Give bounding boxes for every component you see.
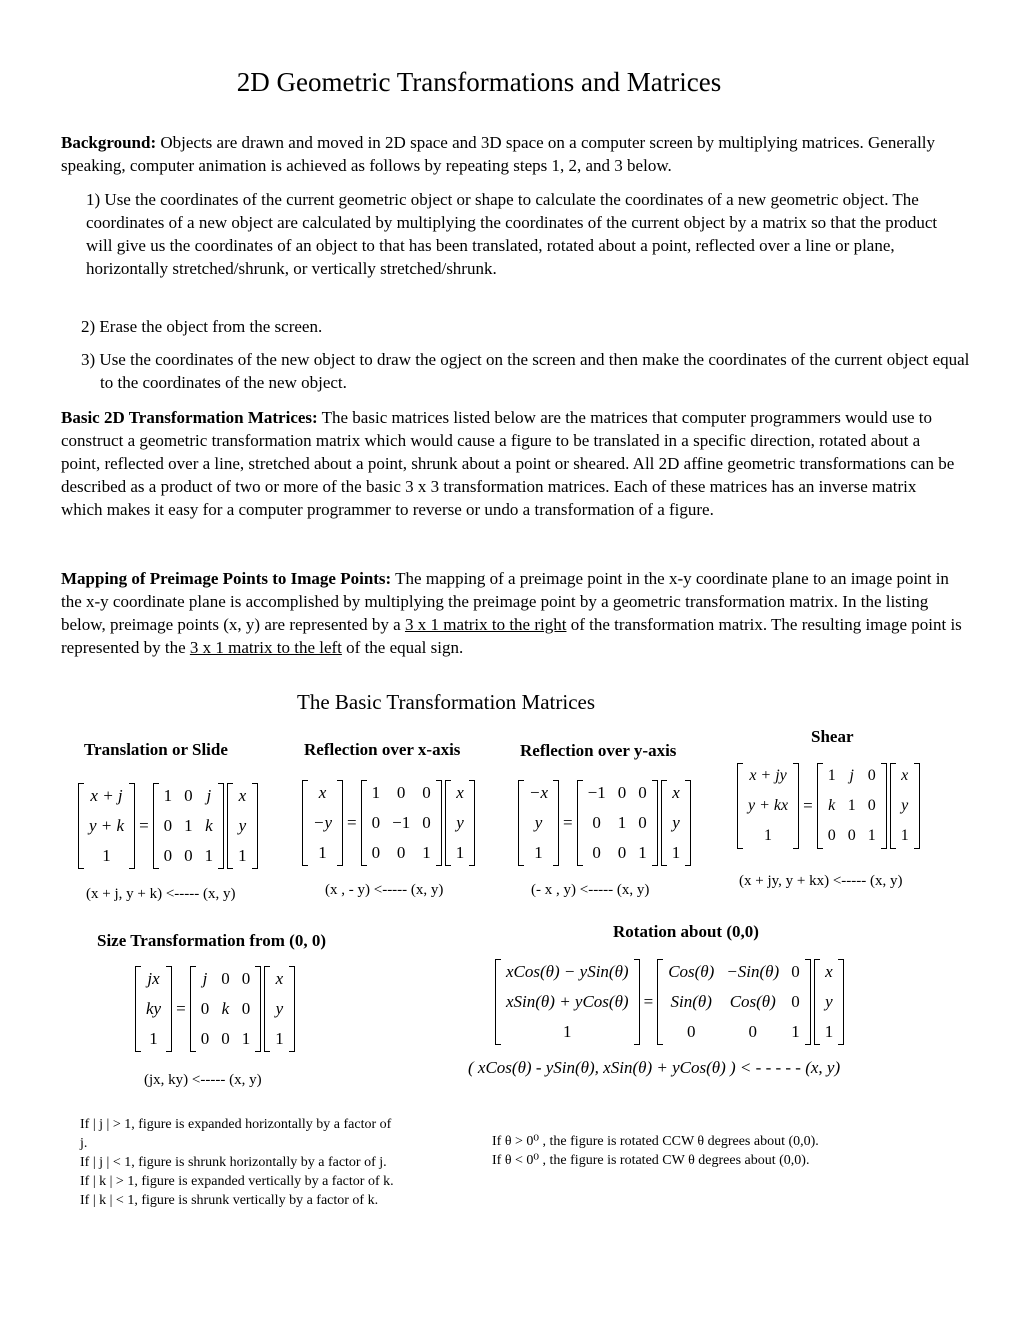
background-label: Background: xyxy=(61,133,157,152)
cell: 1 xyxy=(671,843,681,862)
cell: 0 xyxy=(827,827,836,844)
cell: 1 xyxy=(241,1029,251,1048)
transform-matrix xyxy=(817,763,887,849)
step-3: 3) Use the coordinates of the new object to draw the ogject on the screen and then make the coordinates of the current object equal to the coordinates of the new object. xyxy=(81,350,970,392)
cell: y xyxy=(534,813,543,832)
cell: 0 xyxy=(592,813,601,832)
cell: y xyxy=(456,813,464,832)
cell: j xyxy=(849,767,854,784)
cell: 0 xyxy=(638,813,647,832)
cell: 1 xyxy=(791,1022,800,1041)
transform-matrix xyxy=(657,959,811,1045)
cell: −y xyxy=(313,813,333,832)
cell: 1 xyxy=(900,827,909,844)
cell: y + k xyxy=(89,816,125,835)
mapping-text-2: of the transformation matrix. The resulting image point is represented by the xyxy=(61,615,962,657)
cell: −x xyxy=(529,783,549,802)
result-matrix xyxy=(78,783,135,869)
basic-text: The basic matrices listed below are the matrices that computer programmers would use to construct a geometric transformation matrix which would cause a figure to be translated in a specific direction, rotated about a point, reflected over a line, stretched about a point, shrunk about a point or sheared. All 2D affine geometric transformations can be described as a product of two or more of the basic 3 x 3 transformation matrices. Each of these matrices has an inverse matrix which makes it easy for a computer programmer to reverse or undo a transformation of a figure. xyxy=(61,408,955,519)
equals-sign: = xyxy=(643,992,654,1011)
basic-matrices-paragraph xyxy=(61,406,961,521)
cell: 0 xyxy=(791,992,800,1011)
translation-heading: Translation or Slide xyxy=(84,740,228,759)
cell: 0 xyxy=(396,783,406,802)
cell: j xyxy=(206,786,212,805)
transform-matrix xyxy=(190,966,262,1052)
cell: 0 xyxy=(200,999,210,1018)
shear-equation xyxy=(737,763,920,849)
cell: 0 xyxy=(867,797,876,814)
cell: 0 xyxy=(184,786,193,805)
cell: −1 xyxy=(392,813,411,832)
cell: 1 xyxy=(563,1022,572,1041)
point-matrix xyxy=(445,780,476,866)
cell: x + jy xyxy=(749,767,787,784)
cell: k xyxy=(205,816,213,835)
cell: k xyxy=(828,797,836,814)
cell: y xyxy=(825,992,833,1011)
point-matrix xyxy=(264,966,295,1052)
size-note-2: If | j | < 1, figure is shrunk horizontally by a factor of j. xyxy=(80,1155,387,1170)
equals-sign: = xyxy=(176,999,186,1018)
cell: y xyxy=(238,816,247,835)
rotation-caption: ( xCos(θ) - ySin(θ), xSin(θ) + yCos(θ) ) < - - - - - (x, y) xyxy=(468,1058,841,1077)
mapping-label: Mapping of Preimage Points to Image Points: xyxy=(61,569,392,588)
cell: 0 xyxy=(847,827,856,844)
cell: Cos(θ) xyxy=(729,992,776,1011)
cell: xCos(θ) − ySin(θ) xyxy=(506,962,629,981)
cell: 0 xyxy=(422,813,431,832)
reflect-x-equation xyxy=(302,780,475,866)
equals-sign: = xyxy=(347,813,357,832)
cell: −1 xyxy=(587,783,606,802)
cell: 1 xyxy=(455,843,465,862)
page-title: 2D Geometric Transformations and Matrices xyxy=(236,67,722,97)
point-matrix xyxy=(661,780,692,866)
cell: 1 xyxy=(847,797,856,814)
reflect-y-heading: Reflection over y-axis xyxy=(520,741,677,760)
result-matrix xyxy=(737,763,799,849)
cell: j xyxy=(202,969,208,988)
cell: 0 xyxy=(221,969,230,988)
cell: x xyxy=(672,783,680,802)
cell: 0 xyxy=(422,783,431,802)
mapping-paragraph xyxy=(61,567,966,659)
cell: x xyxy=(275,969,284,988)
translation-caption: (x + j, y + k) <----- (x, y) xyxy=(86,886,236,902)
transform-matrix xyxy=(577,780,658,866)
cell: y xyxy=(901,797,909,814)
size-equation xyxy=(135,966,295,1052)
cell: x xyxy=(318,783,327,802)
step-1: 1) Use the coordinates of the current geometric object or shape to calculate the coordinates of a new geometric object. The coordinates of a new object are calculated by multiplying the coordinates of the current object by a matrix so that the product will give us the coordinates of an object to that has been translated, rotated about a point, reflected over a line or plane, horizontally stretched/shrunk, or vertically stretched/shrunk. xyxy=(86,190,938,278)
cell: 1 xyxy=(371,783,381,802)
shear-heading: Shear xyxy=(811,727,854,746)
size-caption: (jx, ky) <----- (x, y) xyxy=(144,1072,262,1088)
translation-equation xyxy=(78,783,258,869)
cell: y xyxy=(672,813,680,832)
transform-matrix xyxy=(361,780,442,866)
reflect-x-caption: (x , - y) <----- (x, y) xyxy=(325,882,444,898)
cell: x xyxy=(456,783,464,802)
point-matrix xyxy=(890,763,920,849)
cell: 0 xyxy=(638,783,647,802)
cell: 1 xyxy=(422,843,431,862)
cell: x xyxy=(238,786,247,805)
cell: 1 xyxy=(238,846,247,865)
cell: 1 xyxy=(534,843,543,862)
cell: y + kx xyxy=(748,797,789,814)
cell: 0 xyxy=(184,846,193,865)
cell: 0 xyxy=(241,969,251,988)
equals-sign: = xyxy=(563,813,573,832)
rotation-note-2: If θ < 0⁰ , the figure is rotated CW θ degrees about (0,0). xyxy=(492,1153,810,1168)
cell: k xyxy=(221,999,230,1018)
mapping-text-3: of the equal sign. xyxy=(341,638,464,657)
cell: Sin(θ) xyxy=(670,992,712,1011)
cell: 1 xyxy=(827,767,836,784)
cell: −Sin(θ) xyxy=(726,962,780,981)
cell: x + j xyxy=(90,786,123,805)
right-matrix-underline: 3 x 1 matrix to the right xyxy=(404,615,567,634)
basic-label: Basic 2D Transformation Matrices: xyxy=(61,408,318,427)
cell: 0 xyxy=(371,843,381,862)
rotation-heading: Rotation about (0,0) xyxy=(613,922,759,941)
cell: Cos(θ) xyxy=(668,962,715,981)
cell: 0 xyxy=(163,816,173,835)
mapping-text-1: The mapping of a preimage point in the x-y coordinate plane to an image point in the x-y coordinate plane is accomplished by multiplying the preimage point by a geometric transformation matrix. In the listing below, preimage points (x, y) are represented by a xyxy=(61,569,949,634)
cell: 0 xyxy=(617,843,627,862)
cell: 0 xyxy=(592,843,601,862)
cell: 1 xyxy=(275,1029,284,1048)
cell: 1 xyxy=(163,786,173,805)
cell: 1 xyxy=(204,846,214,865)
background-text: Objects are drawn and moved in 2D space and 3D space on a computer screen by multiplying matrices. Generally speaking, computer animation is achieved as follows by repeating steps 1, 2, and 3 below. xyxy=(61,133,936,175)
cell: x xyxy=(901,767,909,784)
size-heading: Size Transformation from (0, 0) xyxy=(97,931,326,950)
cell: 0 xyxy=(221,1029,230,1048)
cell: 1 xyxy=(638,843,647,862)
cell: 1 xyxy=(102,846,111,865)
cell: 1 xyxy=(318,843,327,862)
cell: 0 xyxy=(791,962,800,981)
background-paragraph xyxy=(61,131,961,177)
result-matrix xyxy=(518,780,559,866)
size-note-1b: j. xyxy=(80,1136,88,1151)
step-2: 2) Erase the object from the screen. xyxy=(81,317,323,336)
cell: ky xyxy=(146,999,162,1018)
cell: 1 xyxy=(149,1029,158,1048)
cell: 0 xyxy=(241,999,251,1018)
cell: 1 xyxy=(824,1022,834,1041)
cell: 0 xyxy=(867,767,876,784)
result-matrix xyxy=(302,780,343,866)
cell: 0 xyxy=(371,813,381,832)
point-matrix xyxy=(814,959,845,1045)
result-matrix xyxy=(495,959,640,1045)
cell: 0 xyxy=(396,843,406,862)
reflect-y-equation xyxy=(518,780,691,866)
rotation-note-1: If θ > 0⁰ , the figure is rotated CCW θ degrees about (0,0). xyxy=(492,1134,819,1149)
transform-matrix xyxy=(153,783,225,869)
cell: 1 xyxy=(867,827,876,844)
cell: 0 xyxy=(163,846,173,865)
size-note-4: If | k | < 1, figure is shrunk vertically by a factor of k. xyxy=(80,1193,379,1208)
cell: 0 xyxy=(687,1022,696,1041)
reflect-y-caption: (- x , y) <----- (x, y) xyxy=(531,882,650,898)
cell: 0 xyxy=(200,1029,210,1048)
cell: 1 xyxy=(617,813,627,832)
cell: x xyxy=(825,962,833,981)
cell: jx xyxy=(147,969,160,988)
result-matrix xyxy=(135,966,172,1052)
reflect-x-heading: Reflection over x-axis xyxy=(304,740,461,759)
equals-sign: = xyxy=(803,796,813,815)
rotation-equation xyxy=(495,959,844,1045)
point-matrix xyxy=(227,783,258,869)
cell: y xyxy=(275,999,284,1018)
cell: xSin(θ) + yCos(θ) xyxy=(506,992,629,1011)
size-note-1: If | j | > 1, figure is expanded horizontally by a factor of xyxy=(80,1117,392,1132)
cell: 0 xyxy=(617,783,627,802)
section-title: The Basic Transformation Matrices xyxy=(297,690,596,714)
size-note-3: If | k | > 1, figure is expanded vertically by a factor of k. xyxy=(80,1174,394,1189)
cell: 1 xyxy=(184,816,193,835)
equals-sign: = xyxy=(139,816,149,835)
left-matrix-underline: 3 x 1 matrix to the left xyxy=(189,638,342,657)
cell: 0 xyxy=(748,1022,758,1041)
shear-caption: (x + jy, y + kx) <----- (x, y) xyxy=(739,873,903,889)
cell: 1 xyxy=(764,827,773,844)
